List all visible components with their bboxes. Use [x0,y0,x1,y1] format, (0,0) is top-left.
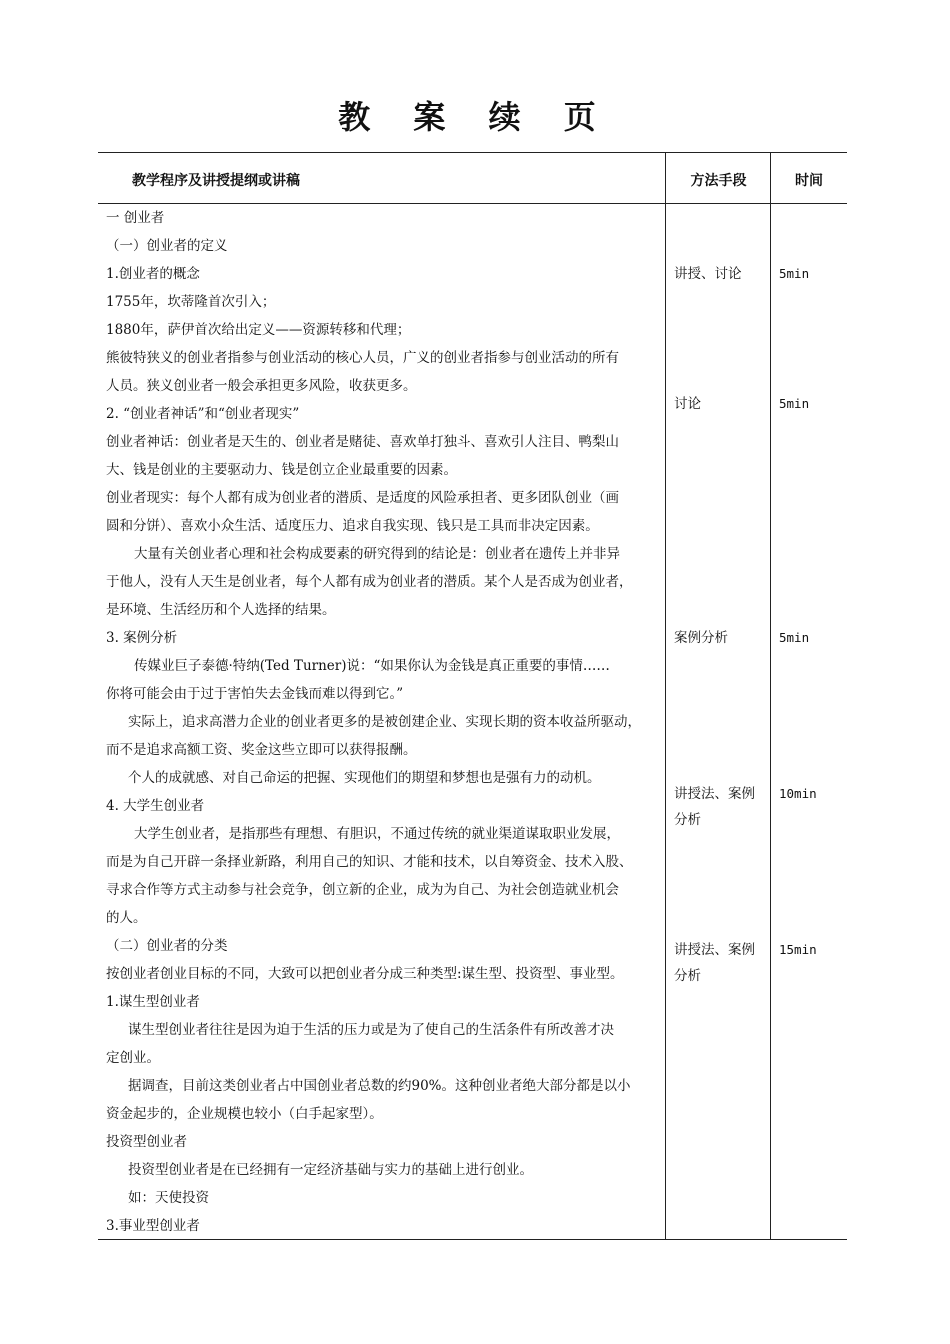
content-line: （一）创业者的定义 [106,238,228,254]
content-line: 4. 大学生创业者 [106,798,205,814]
lecture-content [106,204,668,1240]
time-cell: 5min [779,630,810,645]
time-cell: 5min [779,396,810,411]
header-time: 时间 [795,173,823,189]
content-line: 一 创业者 [106,210,165,226]
content-line: 1755年，坎蒂隆首次引入； [106,294,276,310]
time-cell: 15min [779,942,817,957]
content-line: 实际上，追求高潜力企业的创业者更多的是被创建企业、实现长期的资本收益所驱动， [128,714,641,730]
header-content: 教学程序及讲授提纲或讲稿 [132,173,300,189]
method-cell: 讨论 [674,396,701,412]
content-line: 投资型创业者是在已经拥有一定经济基础与实力的基础上进行创业。 [128,1162,533,1178]
method-cell: 案例分析 [674,630,728,646]
content-line: 2. “创业者神话”和“创业者现实” [106,406,300,422]
method-cell: 讲授法、案例 [674,942,755,958]
content-line: 而不是追求高额工资、奖金这些立即可以获得报酬。 [106,742,417,758]
method-cell: 讲授法、案例 [674,786,755,802]
content-line: 的人。 [106,910,147,926]
content-line: 人员。狭义创业者一般会承担更多风险，收获更多。 [106,378,417,394]
lesson-plan-table [98,152,847,1240]
content-line: 个人的成就感、对自己命运的把握、实现他们的期望和梦想也是强有力的动机。 [128,770,601,786]
content-line: 是环境、生活经历和个人选择的结果。 [106,602,336,618]
page-title: 教 案 续 页 [338,98,612,136]
time-cell: 5min [779,266,810,281]
content-line: 1.创业者的概念 [106,266,200,282]
content-line: 3. 案例分析 [106,630,178,646]
content-line: 谋生型创业者往往是因为迫于生活的压力或是为了使自己的生活条件有所改善才决 [128,1022,614,1038]
content-line: 大量有关创业者心理和社会构成要素的研究得到的结论是：创业者在遗传上并非异 [134,546,620,562]
content-line: 1.谋生型创业者 [106,994,200,1010]
content-line: 于他人，没有人天生是创业者，每个人都有成为创业者的潜质。某个人是否成为创业者， [106,574,633,590]
content-line: 如：天使投资 [128,1190,209,1206]
content-line: 圆和分饼）、喜欢小众生活、适度压力、追求自我实现、钱只是工具而非决定因素。 [106,518,599,534]
content-line: 资金起步的，企业规模也较小（白手起家型）。 [106,1106,383,1122]
content-line: 你将可能会由于过于害怕失去金钱而难以得到它。” [106,686,404,702]
content-line: 投资型创业者 [106,1134,187,1150]
column-divider [770,153,771,1239]
content-line: 大、钱是创业的主要驱动力、钱是创立企业最重要的因素。 [106,462,457,478]
content-line: 据调查，目前这类创业者占中国创业者总数的约90%。这种创业者绝大部分都是以小 [128,1078,631,1094]
method-cell: 分析 [674,812,701,828]
content-line: 大学生创业者，是指那些有理想、有胆识，不通过传统的就业渠道谋取职业发展， [134,826,620,842]
content-line: 1880年，萨伊首次给出定义——资源转移和代理； [106,322,411,338]
method-cell: 分析 [674,968,701,984]
content-line: 而是为自己开辟一条择业新路，利用自己的知识、才能和技术，以自筹资金、技术入股、 [106,854,633,870]
content-line: 熊彼特狭义的创业者指参与创业活动的核心人员，广义的创业者指参与创业活动的所有 [106,350,619,366]
content-line: 按创业者创业目标的不同，大致可以把创业者分成三种类型:谋生型、投资型、事业型。 [106,966,624,982]
content-line: 定创业。 [106,1050,160,1066]
content-line: 传媒业巨子泰德·特纳(Ted Turner)说：“如果你认为金钱是真正重要的事情…… [134,658,610,674]
content-line: 寻求合作等方式主动参与社会竞争，创立新的企业，成为为自己、为社会创造就业机会 [106,882,619,898]
content-line: 创业者现实：每个人都有成为创业者的潜质、是适度的风险承担者、更多团队创业（画 [106,490,619,506]
content-line: 3.事业型创业者 [106,1218,200,1234]
content-line: 创业者神话：创业者是天生的、创业者是赌徒、喜欢单打独斗、喜欢引人注目、鸭梨山 [106,434,619,450]
header-method: 方法手段 [690,173,747,189]
content-line: （二）创业者的分类 [106,938,228,954]
time-cell: 10min [779,786,817,801]
method-cell: 讲授、讨论 [674,266,742,282]
